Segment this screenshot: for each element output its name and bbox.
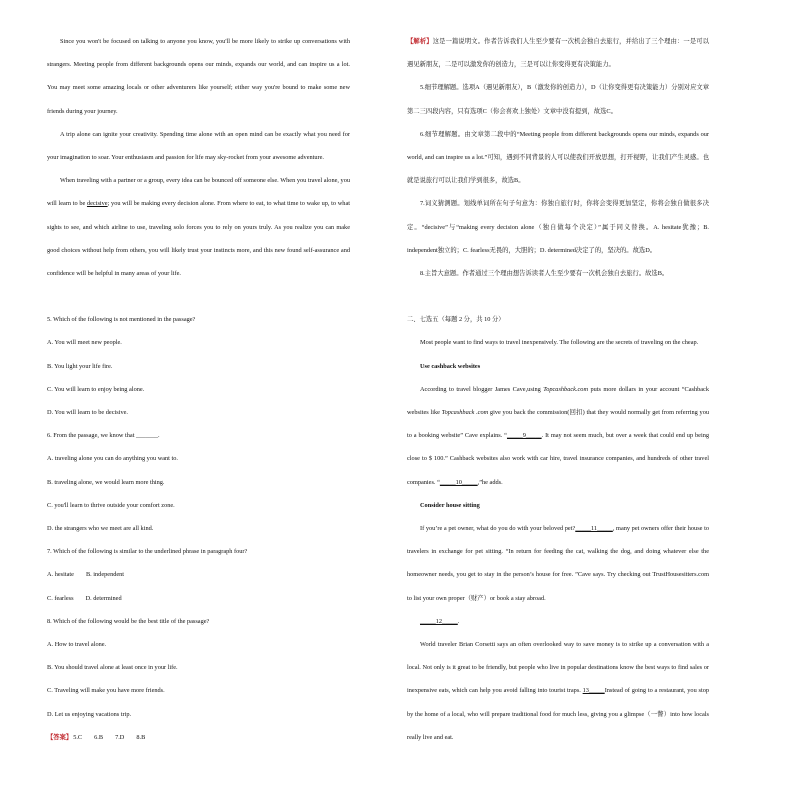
blank-13: 13_____ <box>582 687 605 695</box>
answer-7: 7.D <box>115 733 125 741</box>
question-6-option-d: D. the strangers who we meet are all kind. <box>47 525 154 533</box>
section-heading: 二、七选五（每题 2 分，共 10 分） <box>407 316 505 324</box>
question-5: 5. Which of the following is not mentioned in the passage? <box>47 316 196 324</box>
analysis-paragraph <box>407 30 709 76</box>
question-7-option-b: B. independent <box>85 571 125 579</box>
answer-6: 6.B <box>94 733 104 741</box>
question-5-option-b: B. You light your life fire. <box>47 362 113 370</box>
underlined-word: decisive <box>86 200 108 208</box>
question-8-option-a: A. How to travel alone. <box>47 641 107 649</box>
cloze-intro: Most people want to find ways to travel inexpensively. The following are the secrets of traveling on the cheap. <box>420 339 699 347</box>
paragraph-3-text-a: When traveling with a partner or a group, every idea can be bounced off someone else. When you travel alone, you will learn to be <box>47 177 350 208</box>
cashback-text-a: According to travel blogger James Cave,using <box>420 385 544 393</box>
question-8: 8. Which of the following would be the best title of the passage? <box>47 617 210 625</box>
cashback-text-c: give you back the commission(回扣) that they would normally get from referring you to a booking website” Cave explains. “ <box>407 409 709 440</box>
question-6-option-a: A. traveling alone you can do anything you want to. <box>47 455 178 463</box>
question-7: 7. Which of the following is similar to the underlined phrase in paragraph four? <box>47 548 248 556</box>
question-6-option-b: B. traveling alone, we would learn more thing. <box>47 478 165 486</box>
right-column <box>407 30 709 749</box>
passage-paragraph-2: A trip alone can ignite your creativity. Spending time alone with an open mind can be exactly what you need for your imagination to soar. Your enthusiasm and passion for life may sky-rocket from your awesome adventure. <box>47 130 350 162</box>
left-column <box>47 30 350 749</box>
answer-5: 5.C <box>73 733 83 741</box>
blank-12: _____12_____ <box>420 617 458 625</box>
question-8-option-b: B. You should travel alone at least once in your life. <box>47 664 178 672</box>
question-7-option-c: C. fearless <box>47 594 74 602</box>
answer-8: 8.B <box>136 733 146 741</box>
house-text-a: If you’re a pet owner, what do you do with your beloved pet? <box>420 525 576 533</box>
analysis-label: 【解析】 <box>407 38 433 45</box>
question-5-option-d: D. You will learn to be decisive. <box>47 409 128 417</box>
site-name: Topcashback.com <box>543 385 588 393</box>
blank-9: _____9_____ <box>506 432 542 440</box>
blank-12-line <box>407 610 709 633</box>
cashback-text-d: . It may not seem much, but over a week that could end up being close to $ 100.” Cashback websites also work with car hire, travel insurance companies, and hundreds of other travel companies. “ <box>407 432 709 486</box>
question-5-option-a: A. You will meet new people. <box>47 339 122 347</box>
question-8-option-d: D. Let us enjoying vacations trip. <box>47 710 132 718</box>
explanation-6: 6.细节理解题。由文章第二段中的“Meeting people from different backgrounds opens our minds, expands our world, and can inspire us a lot.”可知，遇到不同背景的人可以使我们开放思想，打开视野，让我们产生灵感。也就是说旅行可以让我们学到很多，故选B。 <box>407 130 709 185</box>
question-6: 6. From the passage, we know that _______. <box>47 432 160 440</box>
explanation-7: 7.词义猜测题。划线单词所在句子句意为：你独自旅行时，你将会变得更加坚定，你将会独自做很多决定。“decisive”与“making every decision alone（独自做每个决定）”属于同义替换。A. hesitate犹豫；B. independent独立的；C. fearless无畏的，大胆的；D. determined决定了的，坚决的。故选D。 <box>407 200 709 254</box>
passage-paragraph-1: Since you won't be focused on talking to anyone you know, you'll be more likely to strike up conversations with strangers. Meeting people from different backgrounds opens our minds, expands our world, and can inspire us a lot. You may meet some amazing locals or other adventurers like yourself; either way you're bound to make some new friends during your journey. <box>47 38 350 115</box>
question-7-option-a: A. hesitate <box>47 571 74 579</box>
house-sitting-paragraph <box>407 517 709 610</box>
cashback-text-e: ,”he adds. <box>477 478 503 486</box>
analysis-text: 这是一篇说明文。作者告诉我们人生至少要有一次机会独自去旅行，并给出了三个理由：一是可以遇见新朋友，二是可以激发你的创造力，三是可以让你变得更有决策能力。 <box>407 38 710 69</box>
explanation-8: 8.主旨大意题。作者通过三个理由想告诉读者人生至少要有一次机会独自去旅行。故选B。 <box>420 270 669 278</box>
question-8-option-c: C. Traveling will make you have more friends. <box>47 687 165 695</box>
subheading-cashback: Use cashback websites <box>420 362 481 370</box>
site-name-2: Topcashback .com <box>441 409 489 417</box>
blank-12-period: . <box>457 617 460 625</box>
question-5-option-c: C. You will learn to enjoy being alone. <box>47 385 145 393</box>
subheading-house-sitting: Consider house sitting <box>420 501 480 509</box>
passage-paragraph-3 <box>47 169 350 285</box>
answer-line <box>47 726 350 749</box>
paragraph-3-text-b: ; you will be making every decision alone. From where to eat, to what time to wake up, to what sights to see, and which airline to use, traveling solo forces you to rely on yours truly. As you realize you can make good choices without help from others, you will likely trust your instincts more, and this new found self-assurance and confidence will be helpful in many areas of your life. <box>47 200 350 278</box>
question-7-options-row-1 <box>47 563 350 586</box>
local-text-a: World traveler Brian Corsetti says an often overlooked way to save money is to strike up a conversation with a local. Not only is it great to be friendly, but people who live in popular destinations know the best ways to find sales or inexpensive eats, which can help you avoid falling into tourist traps. <box>407 641 709 695</box>
explanation-5: 5.细节理解题。选项A（遇见新朋友），B（激发你的创造力），D（让你变得更有决策能力）分别对应文章第二三四段内容，只有选项C（你会喜欢上独处）文章中没有提到，故选C。 <box>407 84 709 115</box>
cashback-paragraph <box>407 378 709 494</box>
question-6-option-c: C. you'll learn to thrive outside your comfort zone. <box>47 501 175 509</box>
question-7-option-d: D. determined <box>85 594 122 602</box>
local-text-b: Instead of going to a restaurant, you stop by the home of a local, who will prepare traditional food for much less, giving you a glimpse（一瞥）into how locals really live and eat. <box>407 687 709 741</box>
local-paragraph <box>407 633 709 749</box>
blank-10: _____10_____ <box>439 478 478 486</box>
cashback-text-b: puts more dollars in your account “Cashback websites like <box>407 385 709 417</box>
question-7-options-row-2 <box>47 587 350 610</box>
blank-11: _____11_____ <box>575 525 613 533</box>
answer-label: 【答案】 <box>47 733 73 741</box>
house-text-b: , many pet owners offer their house to travelers in exchange for pet sitting. “In return for feeding the cat, walking the dog, and doing whatever else the homeowner needs, you get to stay in the person’s house for free. ”Cave says. Try checking out TrustHousesitters.com to list your own proper（财产）or book a stay abroad. <box>407 525 709 602</box>
